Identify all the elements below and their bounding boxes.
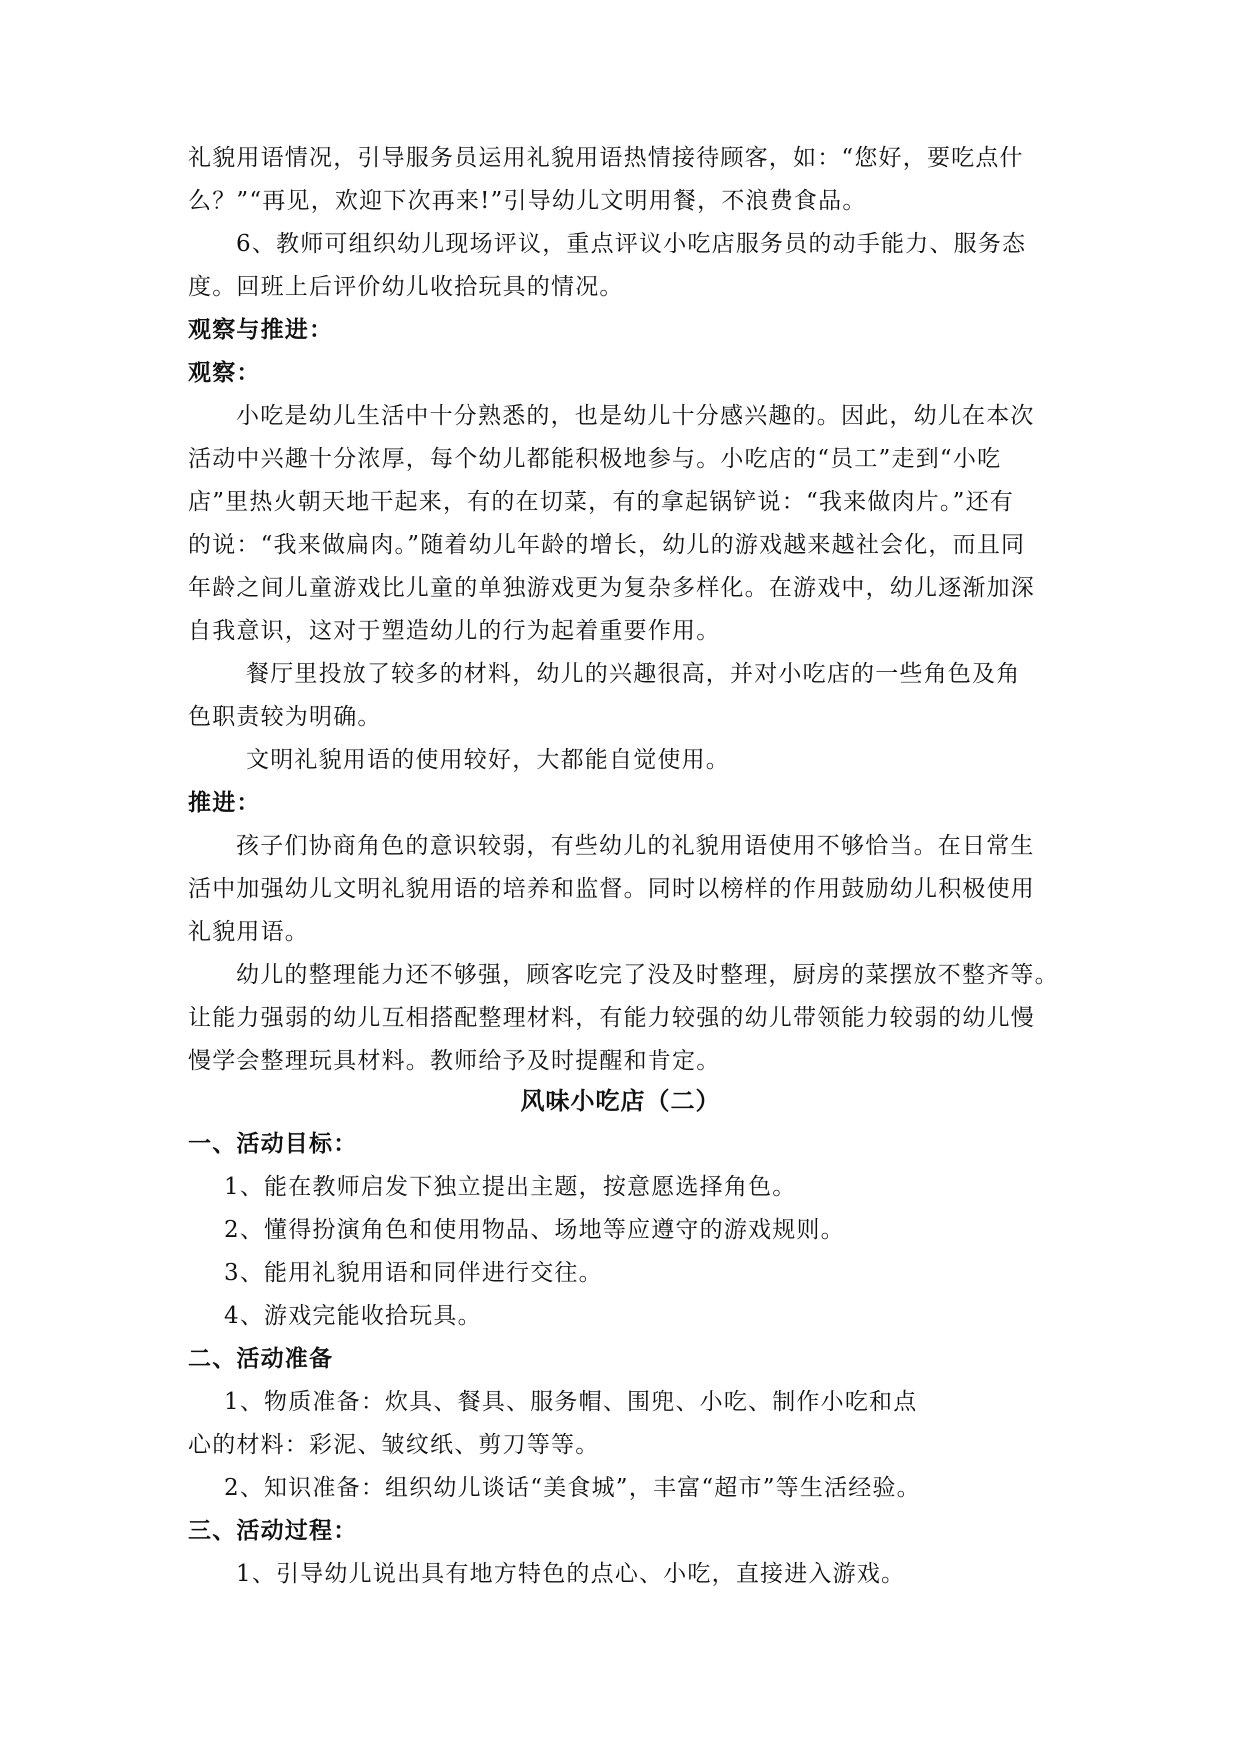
body-text-line: 小吃是幼儿生活中十分熟悉的，也是幼儿十分感兴趣的。因此，幼儿在本次 [236,403,1035,429]
section-heading: 一、活动目标： [188,1130,358,1157]
body-text-line: 度。回班上后评价幼儿收拾玩具的情况。 [188,274,624,300]
list-item-continued: 心的材料：彩泥、皱纹纸、剪刀等等。 [188,1432,600,1458]
body-text-line: 慢学会整理玩具材料。教师给予及时提醒和肯定。 [188,1048,721,1074]
list-item: 1、引导幼儿说出具有地方特色的点心、小吃，直接进入游戏。 [236,1561,906,1587]
list-item: 3、能用礼貌用语和同伴进行交往。 [224,1260,603,1286]
body-text-line: 文明礼貌用语的使用较好，大都能自觉使用。 [246,747,730,773]
body-text-line: 礼貌用语。 [188,919,309,945]
list-item: 1、物质准备：炊具、餐具、服务帽、围兜、小吃、制作小吃和点 [224,1389,918,1415]
section-heading: 观察与推进： [188,316,334,343]
body-text-line: 店”里热火朝天地干起来，有的在切菜，有的拿起锅铲说：“我来做肉片。”还有 [188,489,1014,515]
body-text-line: 年龄之间儿童游戏比儿童的单独游戏更为复杂多样化。在游戏中，幼儿逐渐加深 [188,575,1035,601]
subsection-heading: 观察： [188,359,261,386]
body-text-line: 的说：“我来做扁肉。”随着幼儿年龄的增长，幼儿的游戏越来越社会化，而且同 [188,532,1026,558]
body-text-line: 孩子们协商角色的意识较弱，有些幼儿的礼貌用语使用不够恰当。在日常生 [236,833,1035,859]
body-text-line: 活动中兴趣十分浓厚，每个幼儿都能积极地参与。小吃店的“员工”走到“小吃 [188,446,1002,472]
body-text-line: 餐厅里投放了较多的材料，幼儿的兴趣很高，并对小吃店的一些角色及角 [246,661,1021,687]
list-item: 1、能在教师启发下独立提出主题，按意愿选择角色。 [224,1174,797,1200]
list-item: 2、懂得扮演角色和使用物品、场地等应遵守的游戏规则。 [224,1217,845,1243]
body-text-line: 活中加强幼儿文明礼貌用语的培养和监督。同时以榜样的作用鼓励幼儿积极使用 [188,876,1035,902]
list-item: 4、游戏完能收拾玩具。 [224,1303,482,1329]
body-text-line: 让能力强弱的幼儿互相搭配整理材料，有能力较强的幼儿带领能力较弱的幼儿慢 [188,1005,1035,1031]
list-item: 2、知识准备：组织幼儿谈话“美食城”，丰富“超市”等生活经验。 [224,1475,921,1501]
body-text-line: 6、教师可组织幼儿现场评议，重点评议小吃店服务员的动手能力、服务态 [236,231,1027,257]
body-text-line: 么？”“再见，欢迎下次再来!”引导幼儿文明用餐，不浪费食品。 [188,188,867,214]
body-text-line: 礼貌用语情况，引导服务员运用礼貌用语热情接待顾客，如：“您好，要吃点什 [188,145,1024,171]
body-text-line: 自我意识，这对于塑造幼儿的行为起着重要作用。 [188,618,721,644]
section-heading: 二、活动准备 [188,1345,334,1372]
body-text-line: 色职责较为明确。 [188,704,382,730]
body-text-line: 幼儿的整理能力还不够强，顾客吃完了没及时整理，厨房的菜摆放不整齐等。 [236,962,1059,988]
section-heading: 三、活动过程： [188,1517,358,1544]
section-title: 风味小吃店（二） [520,1086,721,1115]
subsection-heading: 推进： [188,789,261,816]
